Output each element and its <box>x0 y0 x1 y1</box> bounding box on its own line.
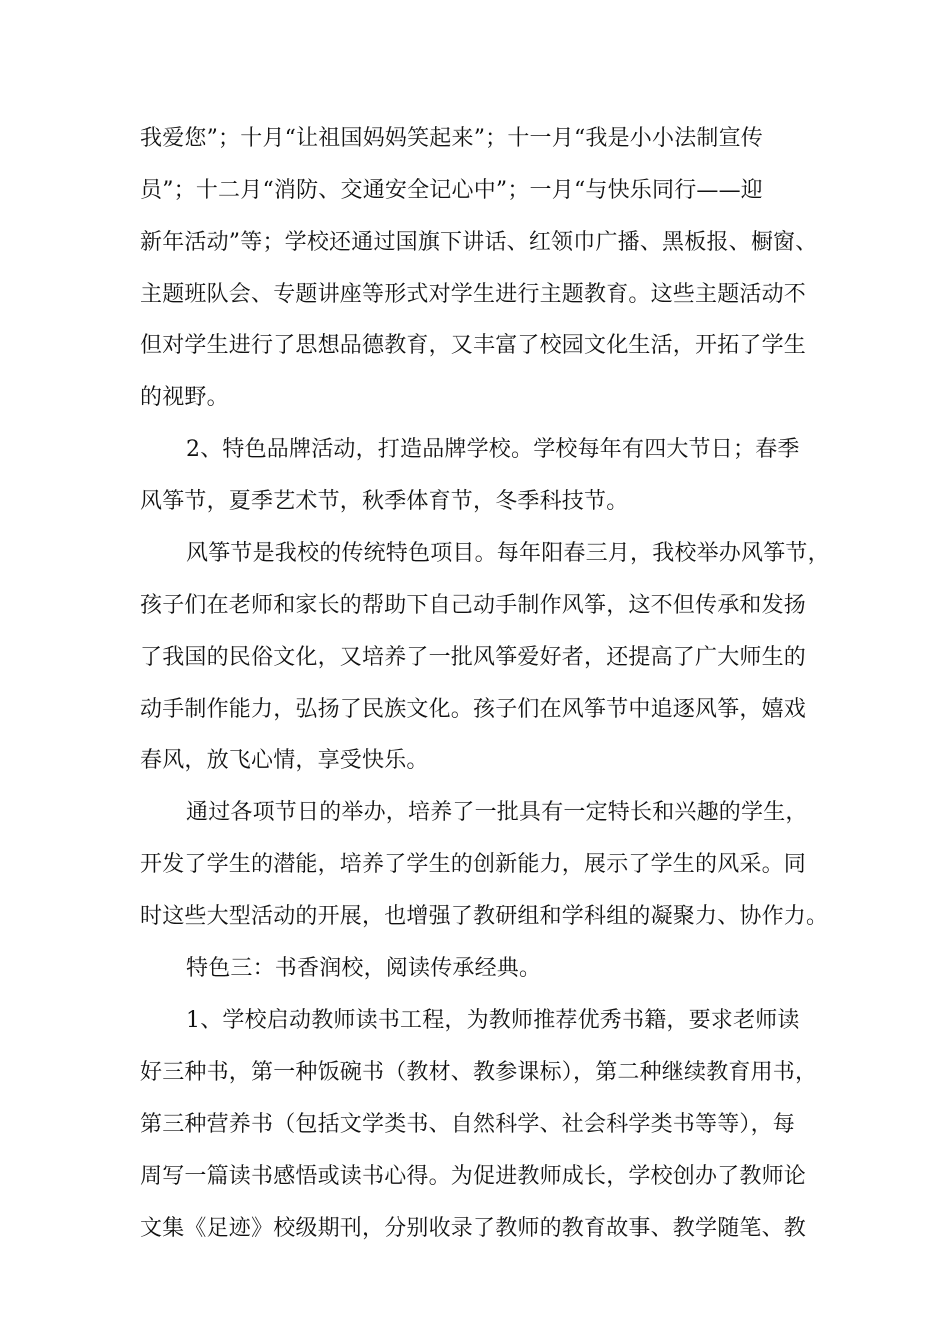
text-line: 动手制作能力，弘扬了民族文化。孩子们在风筝节中追逐风筝，嬉戏 <box>140 697 807 722</box>
text-line: 但对学生进行了思想品德教育，又丰富了校园文化生活，开拓了学生 <box>140 333 807 358</box>
text-line: 春风，放飞心情，享受快乐。 <box>140 748 429 773</box>
text-line: 新年活动”等；学校还通过国旗下讲话、红领巾广播、黑板报、橱窗、 <box>140 230 818 255</box>
text-line: 主题班队会、专题讲座等形式对学生进行主题教育。这些主题活动不 <box>140 282 807 307</box>
text-line: 第三种营养书（包括文学类书、自然科学、社会科学类书等等），每 <box>140 1112 796 1137</box>
text-line: 开发了学生的潜能，培养了学生的创新能力，展示了学生的风采。同 <box>140 852 807 877</box>
text-line: 的视野。 <box>140 385 229 410</box>
text-line: 了我国的民俗文化，又培养了一批风筝爱好者，还提高了广大师生的 <box>140 645 807 670</box>
section-heading: 特色三：书香润校，阅读传承经典。 <box>186 956 542 981</box>
paragraph-start-line: 2、特色品牌活动，打造品牌学校。学校每年有四大节日；春季 <box>186 437 800 462</box>
text-line: 好三种书，第一种饭碗书（教材、教参课标），第二种继续教育用书， <box>140 1060 818 1085</box>
text-line: 员”；十二月“消防、交通安全记心中”；一月“与快乐同行——迎 <box>140 178 763 203</box>
paragraph-start-line: 1、学校启动教师读书工程，为教师推荐优秀书籍，要求老师读 <box>186 1008 800 1033</box>
text-line: 周写一篇读书感悟或读书心得。为促进教师成长，学校创办了教师论 <box>140 1164 807 1189</box>
text-line: 文集《足迹》校级期刊，分别收录了教师的教育故事、教学随笔、教 <box>140 1216 807 1241</box>
text-line: 风筝节，夏季艺术节，秋季体育节，冬季科技节。 <box>140 489 629 514</box>
paragraph-start-line: 通过各项节日的举办，培养了一批具有一定特长和兴趣的学生， <box>186 800 808 825</box>
paragraph-start-line: 风筝节是我校的传统特色项目。每年阳春三月，我校举办风筝节， <box>186 541 830 566</box>
text-line: 我爱您”；十月“让祖国妈妈笑起来”；十一月“我是小小法制宣传 <box>140 126 763 151</box>
text-line: 孩子们在老师和家长的帮助下自己动手制作风筝，这不但传承和发扬 <box>140 593 807 618</box>
text-line: 时这些大型活动的开展，也增强了教研组和学科组的凝聚力、协作力。 <box>140 904 829 929</box>
